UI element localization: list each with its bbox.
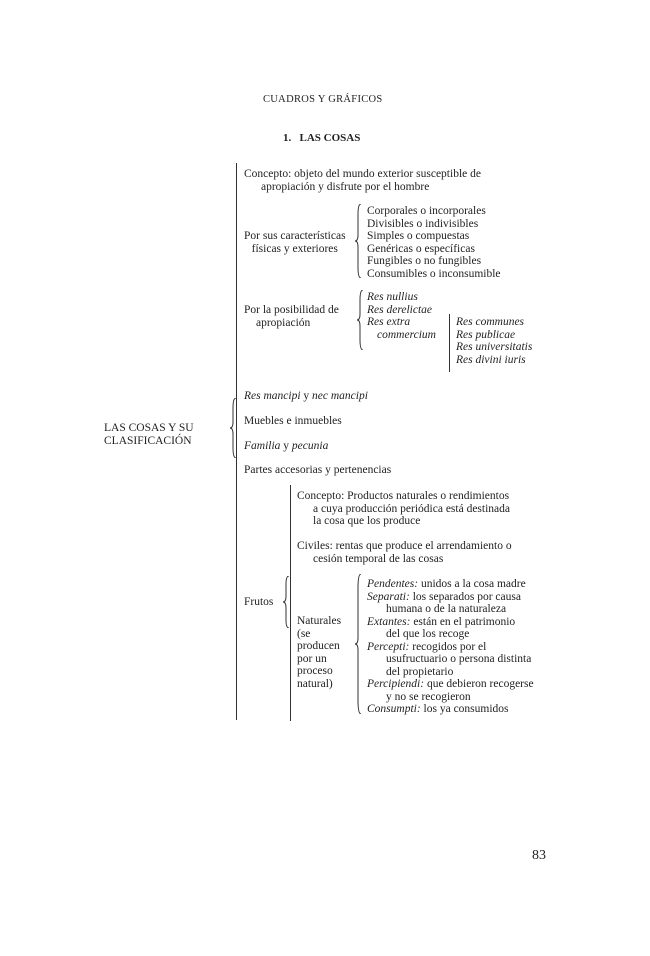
partes-entry: Partes accesorias y pertenencias xyxy=(244,464,392,476)
page-number: 83 xyxy=(532,848,546,863)
list-item: Res derelictae xyxy=(367,303,433,316)
list-item: Fungibles o no fungibles xyxy=(367,255,482,267)
list-item: Res communes xyxy=(456,316,525,328)
list-item: Genéricas o específicas xyxy=(367,242,475,255)
list-item: Simples o compuestas xyxy=(367,230,470,242)
frutos-concepto: Concepto: Productos naturales o rendimientos a cuya producción periódica está destinada la cosa que los produce xyxy=(297,490,511,527)
apropiacion-list xyxy=(367,291,436,341)
section-heading xyxy=(283,132,360,145)
caracteristicas-label: Por sus características físicas y exteriores xyxy=(244,230,346,255)
main-bracket xyxy=(236,163,237,720)
list-item: commercium xyxy=(377,328,436,341)
list-item: Extantes: están en el patrimonio xyxy=(367,615,516,628)
list-item: Res publicae xyxy=(456,328,516,341)
list-item: Consumpti: los ya consumidos xyxy=(367,703,509,715)
caracteristicas-list xyxy=(367,205,501,280)
list-item: Separati: los separados por causa xyxy=(367,590,521,603)
list-item: Res extra xyxy=(367,316,411,328)
frutos-bracket xyxy=(290,485,291,721)
root-label: LAS COSAS Y SU CLASIFICACIÓN xyxy=(104,422,194,447)
concepto-block: Concepto: objeto del mundo exterior susceptible de apropiación y disfrute por el hombre xyxy=(244,168,481,193)
running-header: CUADROS Y GRÁFICOS xyxy=(263,94,383,105)
list-item: Res divini iuris xyxy=(456,353,526,366)
res-mancipi-entry: Res mancipi y nec mancipi xyxy=(244,390,368,402)
list-item: Res universitatis xyxy=(456,341,533,353)
caracteristicas-brace-icon xyxy=(355,204,362,278)
frutos-civiles: Civiles: rentas que produce el arrendamiento o cesión temporal de las cosas xyxy=(297,540,512,565)
section-number: 1. xyxy=(283,132,292,144)
frutos-brace-icon xyxy=(283,576,290,628)
familia-entry: Familia y pecunia xyxy=(244,440,329,452)
section-title: LAS COSAS xyxy=(299,132,361,144)
extra-commercium-list xyxy=(456,316,532,366)
extra-commercium-bracket xyxy=(449,314,450,372)
list-item: Divisibles o indivisibles xyxy=(367,217,479,230)
list-item: Pendentes: unidos a la cosa madre xyxy=(367,578,526,590)
naturales-label: Naturales (se producen por un proceso natural) xyxy=(297,615,342,690)
naturales-brace-icon xyxy=(355,574,362,714)
muebles-entry: Muebles e inmuebles xyxy=(244,415,342,427)
list-item: Res nullius xyxy=(367,291,418,303)
naturales-list: Pendentes: unidos a la cosa madre Separati: los separados por causa humana o de la naturaleza Extantes: están en el patrimonio del que los recoge Percepti: recogidos por el usufructuario o persona distinta del propietario Percipiendi: que debieron recogerse y no se recogieron Consumpti: los ya consumidos xyxy=(367,578,534,715)
list-item: Corporales o incorporales xyxy=(367,205,486,217)
apropiacion-label: Por la posibilidad de apropiación xyxy=(244,304,339,329)
list-item: Percepti: recogidos por el xyxy=(367,640,487,653)
frutos-label: Frutos xyxy=(244,596,274,608)
list-item: Consumibles o inconsumible xyxy=(367,267,501,280)
list-item: Percipiendi: que debieron recogerse xyxy=(367,678,534,690)
apropiacion-brace-icon xyxy=(357,290,364,350)
